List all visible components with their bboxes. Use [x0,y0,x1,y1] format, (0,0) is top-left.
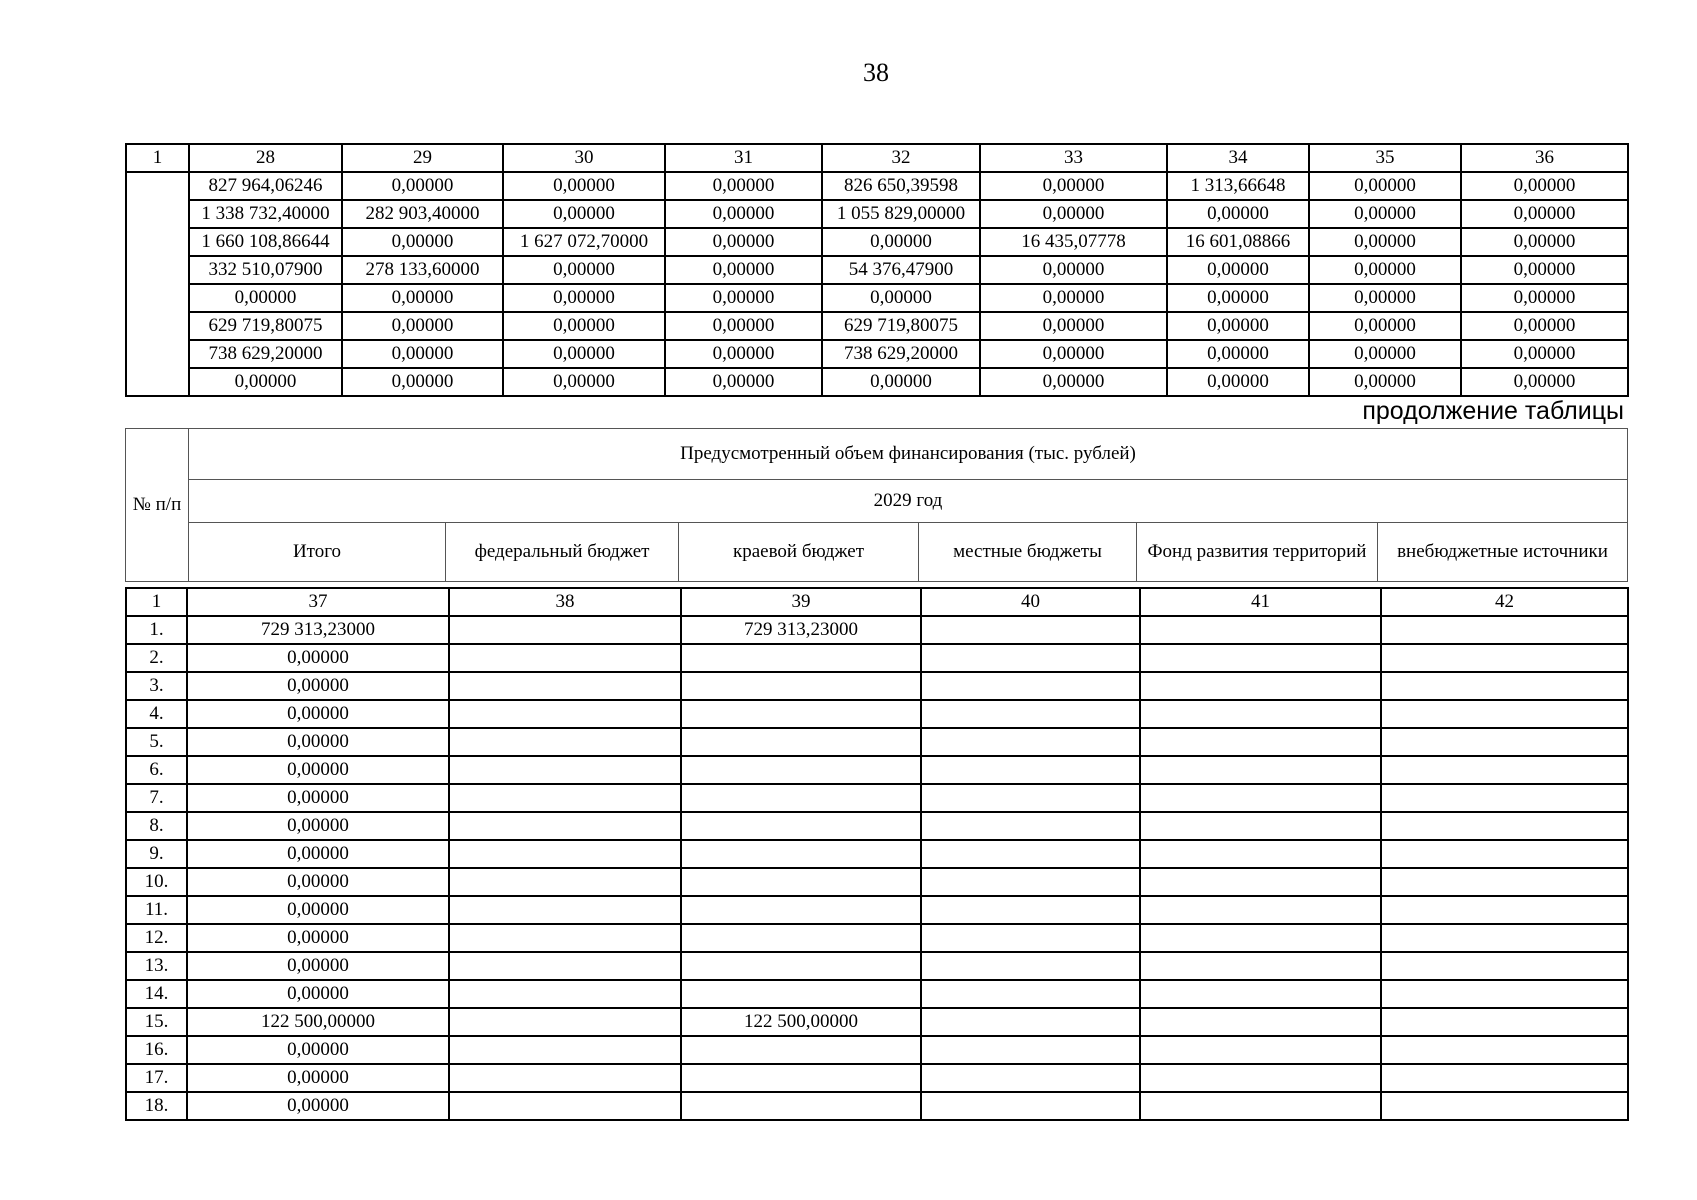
table-row [126,700,1628,728]
table-cell: 0,00000 [1461,256,1628,284]
table-cell [681,812,921,840]
table-row [126,256,1628,284]
table-cell: 0,00000 [187,700,449,728]
table-cell [449,896,681,924]
table-row [126,616,1628,644]
table-cell: 0,00000 [342,368,503,396]
table-cell: 0,00000 [187,672,449,700]
table-cell [1140,1008,1381,1036]
row-number-cell: 3. [126,672,187,700]
table-cell [449,644,681,672]
column-number-cell: 33 [980,144,1167,172]
table-cell: 0,00000 [503,256,665,284]
table-row [126,896,1628,924]
table-cell [921,784,1140,812]
table-cell: 738 629,20000 [822,340,980,368]
table-cell [1381,840,1628,868]
table-cell [1381,896,1628,924]
row-number-cell: 17. [126,1064,187,1092]
table-cell [921,924,1140,952]
table-cell: 0,00000 [342,340,503,368]
table-row [126,784,1628,812]
table-cell [1381,812,1628,840]
table-cell [449,1064,681,1092]
table-cell: 0,00000 [503,312,665,340]
table-cell: 1 627 072,70000 [503,228,665,256]
table-cell [921,672,1140,700]
column-header-regional: краевой бюджет [679,523,919,582]
row-number-cell: 11. [126,896,187,924]
row-number-cell: 13. [126,952,187,980]
table-cell [1140,812,1381,840]
table-cell: 0,00000 [187,784,449,812]
table-cell [449,1092,681,1120]
table-cell [1381,924,1628,952]
table-cell: 0,00000 [187,896,449,924]
table-cell: 0,00000 [980,340,1167,368]
column-number-cell: 35 [1309,144,1461,172]
table-cell: 0,00000 [1309,228,1461,256]
row-number-cell: 4. [126,700,187,728]
table-cell: 0,00000 [503,284,665,312]
table-cell: 0,00000 [1167,340,1309,368]
top-data-table [125,143,1629,397]
table-cell: 0,00000 [187,868,449,896]
table-cell [681,672,921,700]
table-cell [921,812,1140,840]
table-row [126,868,1628,896]
table-cell: 0,00000 [187,1092,449,1120]
table-row [126,172,1628,200]
table-cell [1140,672,1381,700]
table-cell: 629 719,80075 [822,312,980,340]
table-cell: 282 903,40000 [342,200,503,228]
table-cell: 0,00000 [1309,200,1461,228]
table-cell [449,756,681,784]
table-cell [681,700,921,728]
table-cell [921,728,1140,756]
column-number-cell: 38 [449,588,681,616]
table-row [126,924,1628,952]
table-cell [921,756,1140,784]
table-cell: 122 500,00000 [187,1008,449,1036]
table-cell [1381,784,1628,812]
table-cell: 0,00000 [1461,340,1628,368]
table-cell [1381,1036,1628,1064]
table-cell: 0,00000 [503,172,665,200]
table-cell: 0,00000 [980,256,1167,284]
table-cell: 0,00000 [342,284,503,312]
table-cell: 0,00000 [1167,368,1309,396]
column-number-cell: 36 [1461,144,1628,172]
table-cell: 0,00000 [342,312,503,340]
column-header-territory-fund: Фонд развития территорий [1137,523,1378,582]
table-cell: 0,00000 [980,200,1167,228]
table-row [126,756,1628,784]
table-row [126,980,1628,1008]
table-cell: 0,00000 [1309,256,1461,284]
table-cell [1140,700,1381,728]
row-number-cell: 9. [126,840,187,868]
table-cell [921,700,1140,728]
row-number-cell: 12. [126,924,187,952]
table-cell: 0,00000 [503,368,665,396]
table-row [126,1064,1628,1092]
column-header-federal: федеральный бюджет [446,523,679,582]
table-cell [1381,868,1628,896]
table-cell [449,980,681,1008]
table-cell: 0,00000 [342,172,503,200]
table-cell [921,644,1140,672]
table-cell [449,952,681,980]
table-cell [921,1092,1140,1120]
column-number-cell: 31 [665,144,822,172]
table-cell: 54 376,47900 [822,256,980,284]
table-cell [1381,728,1628,756]
table-cell [1140,784,1381,812]
table-row [126,672,1628,700]
table-cell: 0,00000 [1461,172,1628,200]
table-cell: 0,00000 [1167,312,1309,340]
table-cell: 0,00000 [342,228,503,256]
table-cell: 0,00000 [822,368,980,396]
table-cell: 1 660 108,86644 [189,228,342,256]
column-number-cell: 42 [1381,588,1628,616]
table-cell: 0,00000 [1461,228,1628,256]
table-cell [1140,924,1381,952]
row-number-cell: 8. [126,812,187,840]
table-cell [681,952,921,980]
table-row [126,200,1628,228]
continuation-label: продолжение таблицы [1362,397,1624,425]
table-cell [681,1092,921,1120]
table-cell: 0,00000 [980,312,1167,340]
table-cell: 729 313,23000 [187,616,449,644]
table-cell: 0,00000 [187,952,449,980]
table-cell: 0,00000 [1309,312,1461,340]
column-number-cell: 1 [126,588,187,616]
table-cell [1381,952,1628,980]
table-cell: 0,00000 [665,312,822,340]
table-cell [449,728,681,756]
table-cell [1140,952,1381,980]
table-cell: 0,00000 [187,980,449,1008]
table-cell [1140,728,1381,756]
table-cell: 0,00000 [187,644,449,672]
table-cell: 0,00000 [1167,284,1309,312]
column-number-row [126,144,1628,172]
row-number-cell: 2. [126,644,187,672]
row-number-cell: 16. [126,1036,187,1064]
table-cell: 16 601,08866 [1167,228,1309,256]
table-cell [1140,868,1381,896]
column-number-cell: 1 [126,144,189,172]
column-number-cell: 34 [1167,144,1309,172]
table-cell [1140,1036,1381,1064]
table-cell: 0,00000 [665,228,822,256]
table-cell [921,1036,1140,1064]
column-number-cell: 41 [1140,588,1381,616]
table-cell: 278 133,60000 [342,256,503,284]
table-cell: 0,00000 [187,756,449,784]
table-cell [681,756,921,784]
column-number-cell: 30 [503,144,665,172]
table-row [126,1092,1628,1120]
table-cell: 0,00000 [1461,284,1628,312]
table-row [126,644,1628,672]
table-cell: 0,00000 [189,284,342,312]
table-cell [1381,616,1628,644]
table-cell: 0,00000 [189,368,342,396]
table-row [126,952,1628,980]
table-cell [449,840,681,868]
row-number-cell: 18. [126,1092,187,1120]
table-cell: 729 313,23000 [681,616,921,644]
column-number-cell: 29 [342,144,503,172]
table-cell: 0,00000 [665,256,822,284]
table-cell: 0,00000 [665,200,822,228]
table-cell: 0,00000 [665,340,822,368]
table-cell [681,644,921,672]
header-table [125,428,1628,582]
table-cell [921,896,1140,924]
table-cell: 0,00000 [1309,340,1461,368]
table-row [126,812,1628,840]
row-number-header-label: № п/п [132,494,182,515]
table-cell [1140,1092,1381,1120]
table-cell [1140,644,1381,672]
table-cell: 826 650,39598 [822,172,980,200]
table-cell [681,784,921,812]
table-cell [449,1036,681,1064]
table-cell [1381,1008,1628,1036]
table-cell [1140,896,1381,924]
table-cell: 0,00000 [980,172,1167,200]
table-cell [1140,1064,1381,1092]
table-cell: 738 629,20000 [189,340,342,368]
table-cell [921,868,1140,896]
table-cell: 0,00000 [1461,312,1628,340]
table-cell: 0,00000 [980,368,1167,396]
table-cell [681,728,921,756]
year-header: 2029 год [189,480,1628,523]
row-number-cell: 15. [126,1008,187,1036]
table-cell: 0,00000 [503,340,665,368]
table-cell [1140,980,1381,1008]
table-row [126,1008,1628,1036]
row-number-cell: 14. [126,980,187,1008]
row-number-cell: 5. [126,728,187,756]
table-cell [449,616,681,644]
row-number-cell: 6. [126,756,187,784]
table-cell [1381,672,1628,700]
table-cell: 1 055 829,00000 [822,200,980,228]
table-cell: 122 500,00000 [681,1008,921,1036]
column-header-local: местные бюджеты [919,523,1137,582]
row-number-cell [126,172,189,396]
table-cell [449,700,681,728]
page-number: 38 [863,58,889,87]
table-cell: 0,00000 [665,172,822,200]
table-cell: 0,00000 [1461,200,1628,228]
table-cell [1140,840,1381,868]
row-number-cell: 1. [126,616,187,644]
table-row [126,284,1628,312]
table-cell: 0,00000 [822,228,980,256]
table-cell [1381,1064,1628,1092]
table-cell: 0,00000 [822,284,980,312]
column-header-total: Итого [189,523,446,582]
table-cell: 0,00000 [1167,256,1309,284]
column-number-cell: 32 [822,144,980,172]
table-cell: 0,00000 [187,1064,449,1092]
column-number-cell: 40 [921,588,1140,616]
table-cell [921,980,1140,1008]
column-header-extrabudgetary: внебюджетные источники [1378,523,1628,582]
table-cell: 332 510,07900 [189,256,342,284]
table-cell: 0,00000 [1167,200,1309,228]
table-row [126,312,1628,340]
table-cell [1381,1092,1628,1120]
table-cell: 0,00000 [187,840,449,868]
table-cell [681,840,921,868]
table-cell: 0,00000 [187,924,449,952]
table-cell: 0,00000 [187,812,449,840]
table-cell [449,924,681,952]
table-row [126,368,1628,396]
table-cell [449,672,681,700]
financing-header: Предусмотренный объем финансирования (тыс. рублей) [189,429,1628,480]
row-number-cell: 10. [126,868,187,896]
table-cell [681,1064,921,1092]
table-row [126,840,1628,868]
table-cell: 0,00000 [503,200,665,228]
table-cell [681,1036,921,1064]
table-cell [921,952,1140,980]
table-row [126,228,1628,256]
table-row [126,340,1628,368]
table-cell: 0,00000 [1309,368,1461,396]
table-cell [449,868,681,896]
table-cell [449,784,681,812]
column-number-cell: 39 [681,588,921,616]
column-number-cell: 28 [189,144,342,172]
table-cell: 0,00000 [1461,368,1628,396]
table-cell [1140,756,1381,784]
table-cell [1381,644,1628,672]
table-cell: 827 964,06246 [189,172,342,200]
table-cell: 0,00000 [665,284,822,312]
table-cell: 0,00000 [1309,284,1461,312]
row-number-cell: 7. [126,784,187,812]
column-number-cell: 37 [187,588,449,616]
table-cell: 0,00000 [187,1036,449,1064]
column-number-row [126,588,1628,616]
table-row [126,1036,1628,1064]
table-cell [1381,980,1628,1008]
table-cell: 1 338 732,40000 [189,200,342,228]
table-cell [681,868,921,896]
table-cell [681,980,921,1008]
table-cell [681,896,921,924]
table-cell [921,1064,1140,1092]
table-cell: 0,00000 [980,284,1167,312]
table-cell [449,1008,681,1036]
table-cell: 0,00000 [665,368,822,396]
table-cell: 0,00000 [1309,172,1461,200]
table-cell: 629 719,80075 [189,312,342,340]
table-cell: 16 435,07778 [980,228,1167,256]
table-cell [921,840,1140,868]
table-cell [921,616,1140,644]
table-cell: 0,00000 [187,728,449,756]
table-cell: 1 313,66648 [1167,172,1309,200]
table-cell [1381,700,1628,728]
table-cell [1140,616,1381,644]
table-cell [1381,756,1628,784]
table-cell [921,1008,1140,1036]
bottom-data-table [125,587,1629,1121]
table-cell [681,924,921,952]
table-cell [449,812,681,840]
row-number-header [126,429,189,582]
table-row [126,728,1628,756]
